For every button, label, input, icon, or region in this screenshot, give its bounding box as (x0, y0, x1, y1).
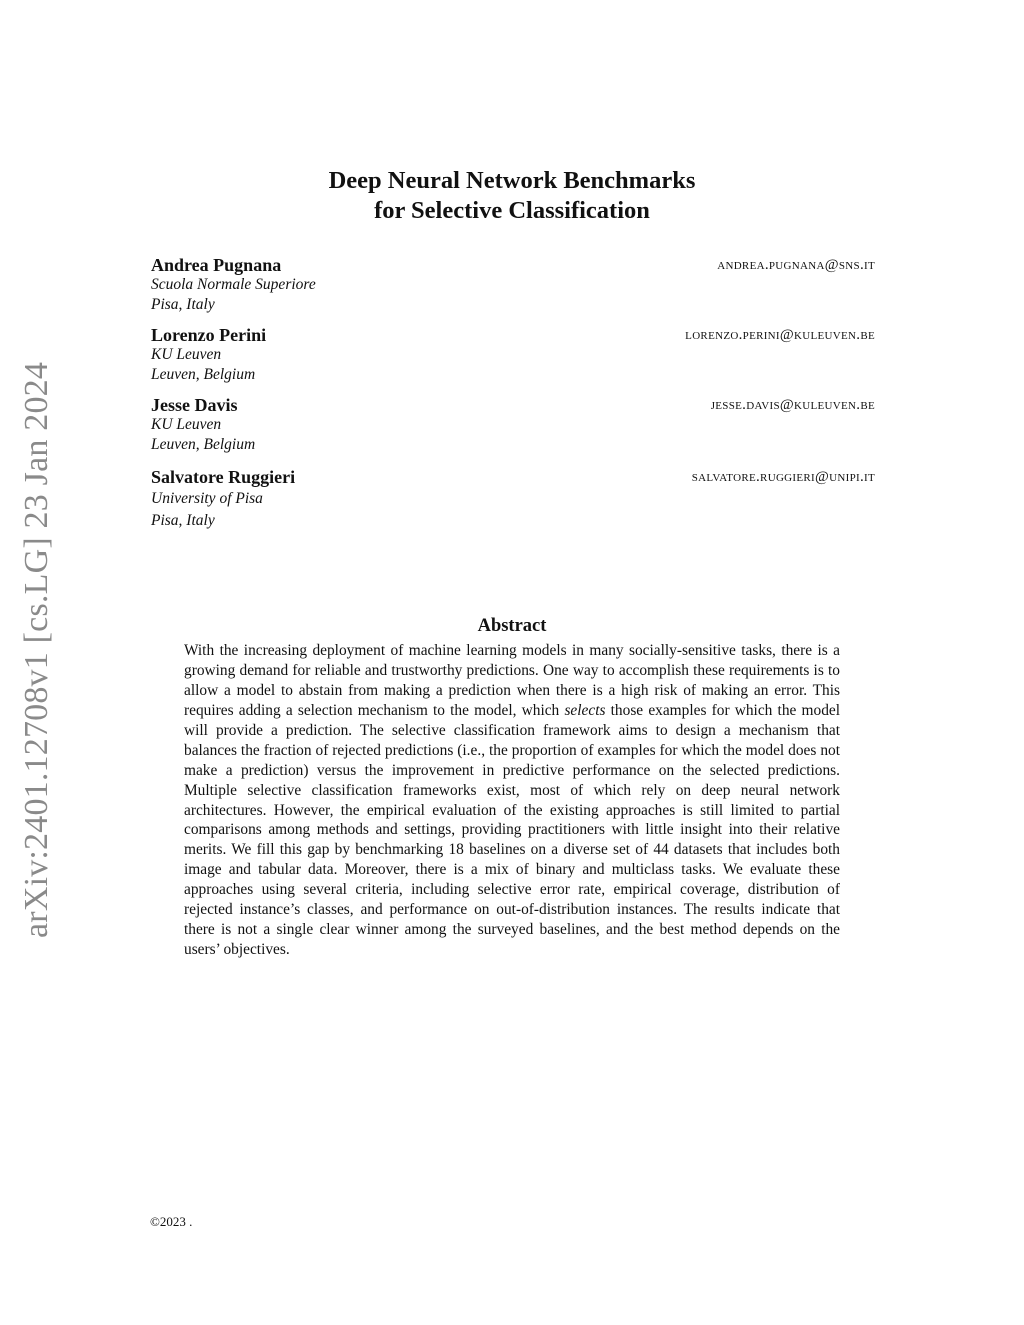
copyright-notice: ©2023 . (150, 1214, 193, 1229)
author-email: salvatore.ruggieri@unipi.it (691, 469, 875, 485)
author-name: Lorenzo Perini (151, 325, 267, 345)
title-line-1: Deep Neural Network Benchmarks (328, 167, 696, 194)
abstract-emphasis: selects (564, 701, 606, 719)
abstract-heading: Abstract (477, 616, 547, 636)
author-location: Leuven, Belgium (151, 366, 256, 383)
author-affiliation: KU Leuven (151, 346, 222, 363)
author-email: jesse.davis@kuleuven.be (710, 397, 875, 413)
author-location: Pisa, Italy (151, 296, 215, 313)
author-location: Leuven, Belgium (151, 436, 256, 453)
author-affiliation: KU Leuven (151, 416, 222, 433)
author-name: Jesse Davis (151, 395, 238, 415)
author-block (151, 325, 875, 385)
paper-title (0, 166, 1024, 226)
title-line-2: for Selective Classification (374, 197, 650, 224)
author-email: lorenzo.perini@kuleuven.be (685, 327, 875, 343)
abstract-text-part: those examples for which the model will provide a prediction. The selective classification framework aims to design a mechanism that balances the fraction of rejected predictions (i.e., the proportion of examples for which the model does not make a prediction) versus the improvement in predictive performance on the selected predictions. Multiple selective classification frameworks exist, most of which rely on deep neural network architectures. However, the empirical evaluation of the existing approaches is still limited to partial comparisons among methods and settings, providing practitioners with little insight into their relative merits. We fill this gap by benchmarking 18 baselines on a diverse set of 44 datasets that includes both image and tabular data. Moreover, there is a mix of binary and multiclass tasks. We evaluate these approaches using several criteria, including selective error rate, empirical coverage, distribution of rejected instance’s classes, and performance on out-of-distribution instances. The results indicate that there is not a single clear winner among the surveyed baselines, and the best method depends on the users’ objectives. (184, 701, 840, 959)
author-affiliation: Scuola Normale Superiore (151, 276, 316, 293)
abstract-text (184, 641, 840, 960)
author-block (151, 255, 875, 315)
author-block (151, 467, 875, 531)
author-location: Pisa, Italy (151, 512, 215, 529)
author-email: andrea.pugnana@sns.it (717, 257, 875, 273)
author-block (151, 395, 875, 455)
author-name: Salvatore Ruggieri (151, 467, 296, 487)
author-name: Andrea Pugnana (151, 255, 282, 275)
author-affiliation: University of Pisa (151, 490, 263, 507)
abstract-text-part: With the increasing deployment of machine learning models in many socially-sensitive tasks, there is a growing demand for reliable and trustworthy predictions. One way to accomplish these requirements is to allow a model to abstain from making a prediction when there is a high risk of making an error. This requires adding a selection mechanism to the model, which (184, 642, 840, 719)
arxiv-identifier: arXiv:2401.12708v1 [cs.LG] 23 Jan 2024 (18, 361, 55, 938)
